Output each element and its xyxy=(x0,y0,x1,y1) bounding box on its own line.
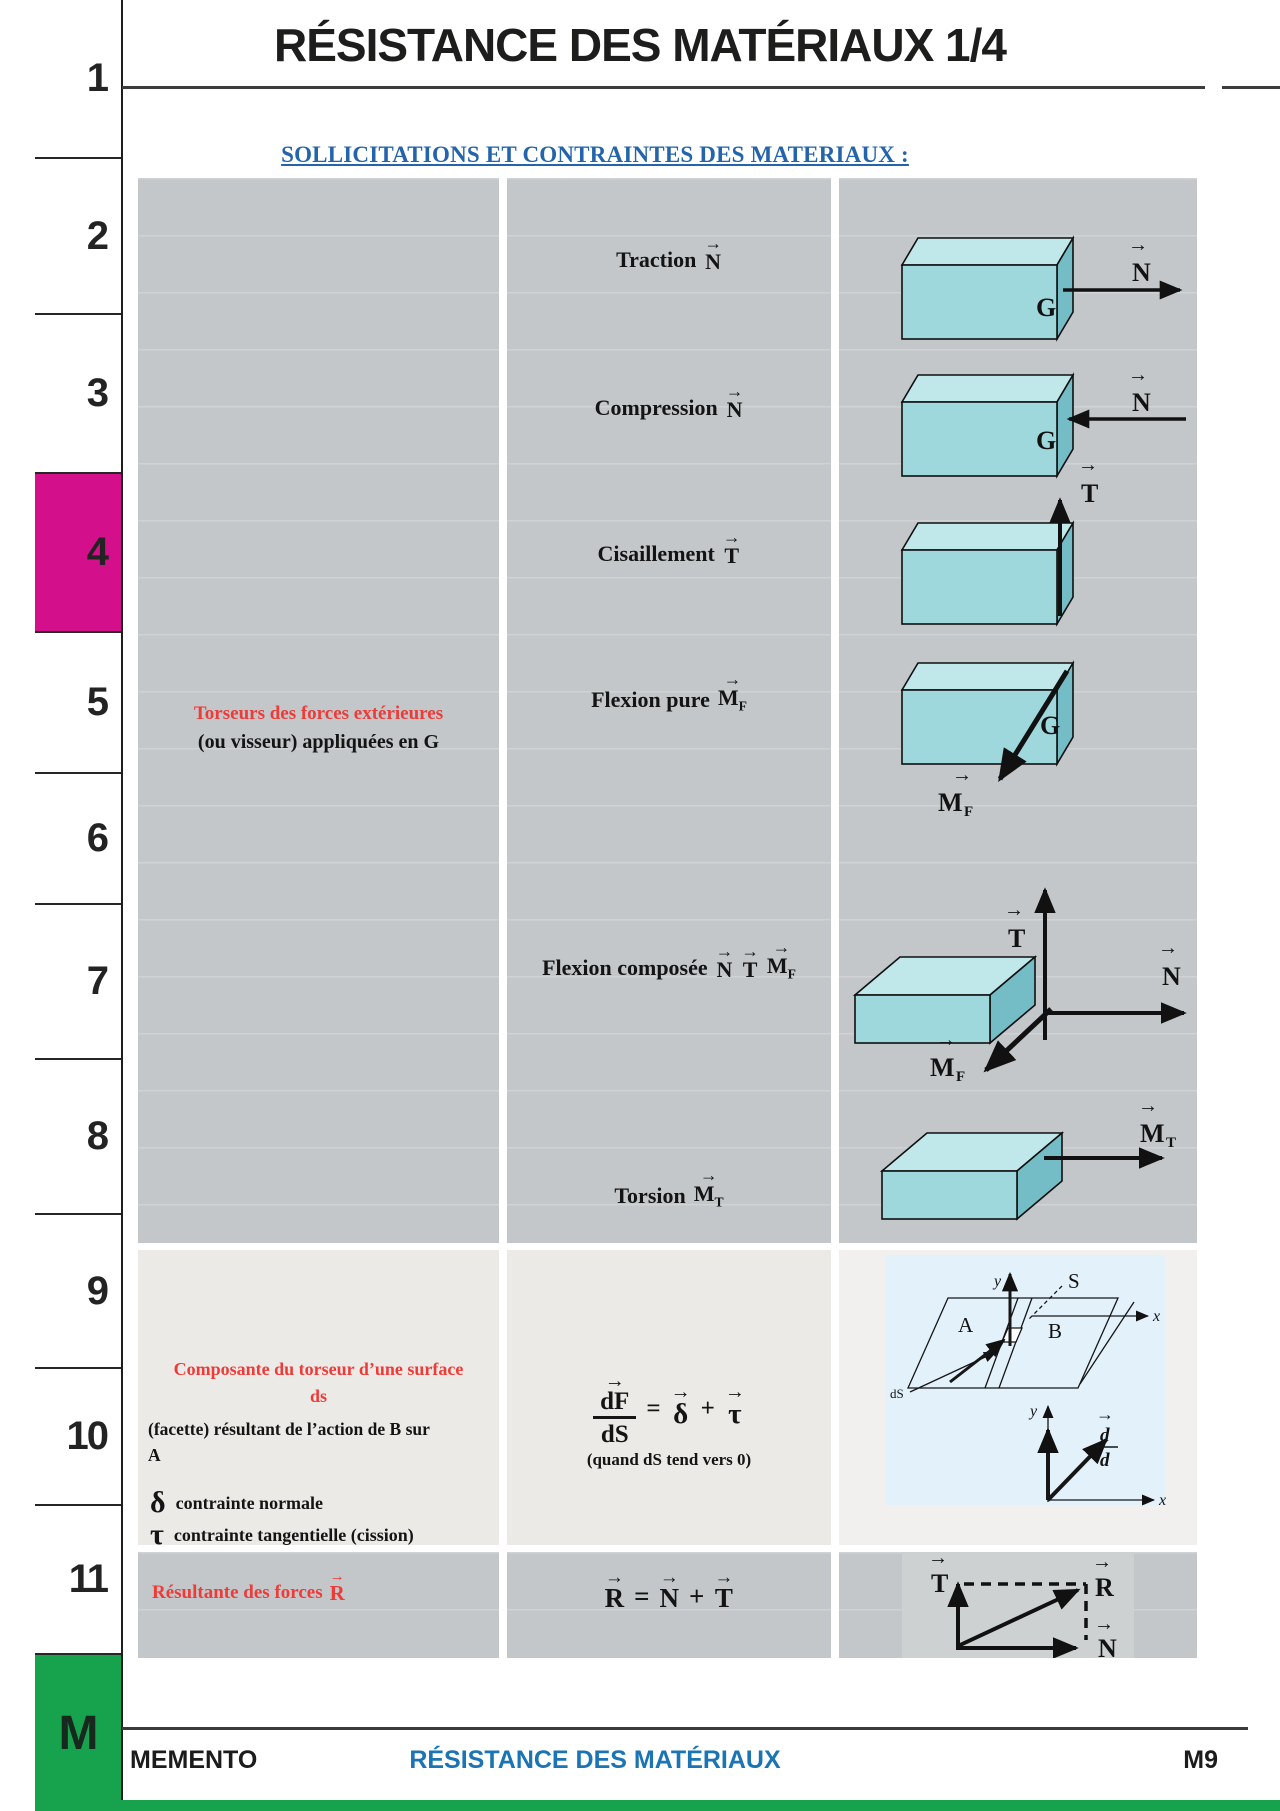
title-rule xyxy=(122,86,1205,89)
point-g-label: G xyxy=(1040,711,1061,740)
delta-vector: → δ xyxy=(670,1381,691,1430)
diagram-cisaillement xyxy=(902,454,1098,624)
row-label-flexion-composee xyxy=(507,937,831,982)
row-label-traction xyxy=(507,233,831,274)
tab-label: M xyxy=(58,1706,99,1760)
normal-force-label: N xyxy=(1132,388,1151,417)
row-name: Flexion composée xyxy=(542,954,708,980)
facette-diagram xyxy=(839,1250,1197,1545)
shear-force-label: T xyxy=(1008,924,1026,953)
resultant-force-label: R xyxy=(1095,1573,1114,1602)
tab-label: 7 xyxy=(86,959,107,1003)
stress-formula-cell xyxy=(507,1250,831,1545)
stress-left-cell xyxy=(138,1250,499,1551)
sidebar-tab-8[interactable] xyxy=(35,1060,122,1215)
normal-force-label: N xyxy=(1132,258,1151,287)
stress-facette-text: (facette) résultant de l’action de B sur A xyxy=(148,1419,430,1465)
sidebar-tab-1[interactable] xyxy=(35,0,122,159)
vector-arrow-icon: → xyxy=(1004,899,1024,921)
tab-label: 10 xyxy=(66,1414,107,1458)
tab-label: 8 xyxy=(86,1114,107,1158)
footer-page-number: M9 xyxy=(1183,1746,1218,1774)
resultant-diagram xyxy=(839,1552,1197,1658)
tau-vector: → τ xyxy=(724,1381,745,1430)
solid-b-label: B xyxy=(1048,1319,1063,1343)
tab-label: 4 xyxy=(86,530,107,574)
row-label-compression xyxy=(507,381,831,422)
footer-doc-title: RÉSISTANCE DES MATÉRIAUX xyxy=(409,1746,781,1774)
bending-moment-sub: F xyxy=(964,804,974,820)
bending-moment-label: M xyxy=(938,788,963,817)
sidebar-tab-3[interactable] xyxy=(35,315,122,474)
vector-arrow-icon: → xyxy=(741,941,759,962)
vector-arrow-icon: → xyxy=(604,1567,624,1588)
page-title: RÉSISTANCE DES MATÉRIAUX 1/4 xyxy=(274,19,1006,71)
vector-symbol: → N xyxy=(725,381,744,422)
resultant-note: Résultante des forces → R xyxy=(152,1568,345,1606)
d-vector-label: d xyxy=(1100,1425,1110,1446)
torsor-note-red: Torseurs des forces extérieures xyxy=(193,703,444,724)
d-vector-label: d xyxy=(1100,1450,1110,1471)
delta-definition: δ contrainte normale xyxy=(150,1486,324,1519)
tab-label: 9 xyxy=(86,1268,107,1313)
row-name: Torsion xyxy=(614,1182,686,1208)
tab-label: 2 xyxy=(86,213,107,258)
vector-arrow-icon: → xyxy=(659,1567,679,1588)
vector-symbol: → N xyxy=(715,941,734,982)
vector-arrow-icon: → xyxy=(725,381,744,401)
load-diagrams xyxy=(839,178,1197,1243)
x-axis-label: x xyxy=(1159,1492,1167,1509)
vector-arrow-icon: → xyxy=(928,1552,948,1569)
stress-formula: → dF dS = → δ + → τ xyxy=(507,1368,831,1449)
vector-symbol: → T xyxy=(741,941,759,982)
vector-arrow-icon: → xyxy=(952,764,972,786)
row-label-cisaillement xyxy=(507,527,831,568)
sidebar-tab-5[interactable] xyxy=(35,633,122,774)
facette-panel xyxy=(885,1255,1165,1505)
footer-rule xyxy=(122,1727,1248,1730)
vector-arrow-icon: → xyxy=(699,1165,718,1185)
bottom-green-bar xyxy=(106,1800,1280,1811)
vector-symbol: → N xyxy=(704,233,722,274)
row-name: Flexion pure xyxy=(591,686,710,712)
plane-s-label: S xyxy=(1068,1269,1080,1293)
vector-arrow-icon: → xyxy=(936,1029,956,1051)
vector-arrow-icon: → xyxy=(714,1567,734,1588)
sidebar-tab-9[interactable] xyxy=(35,1215,122,1369)
vector-arrow-icon: → xyxy=(704,233,722,253)
vector-arrow-icon: → xyxy=(1128,364,1148,386)
row-label-torsion xyxy=(507,1165,831,1209)
vector-symbol: → R xyxy=(329,1568,345,1606)
resultant-formula-cell xyxy=(507,1552,831,1658)
row-name: Cisaillement xyxy=(597,540,715,566)
vector-arrow-icon: → xyxy=(1138,1095,1158,1117)
ds-label: dS xyxy=(890,1386,904,1401)
vector-arrow-icon: → xyxy=(604,1370,625,1392)
vector-arrow-icon: → xyxy=(1128,234,1148,256)
vector-arrow-icon: → xyxy=(1078,454,1098,476)
vector-arrow-icon: → xyxy=(1158,937,1178,959)
vector-arrow-icon: → xyxy=(722,527,741,547)
diagram-traction xyxy=(902,234,1180,339)
tab-label: 3 xyxy=(86,371,107,415)
vector-symbol: → $M_T$ xyxy=(693,1165,724,1209)
normal-force-label: N xyxy=(1162,962,1181,991)
sidebar-divider-line xyxy=(121,0,123,1811)
title-rule-end xyxy=(1222,86,1280,89)
torsor-note-black: (ou visseur) appliquées en G xyxy=(197,731,440,753)
sidebar-tab-4-active[interactable] xyxy=(35,474,122,633)
tau-definition: τ contrainte tangentielle (cission) xyxy=(150,1518,414,1551)
vector-arrow-icon: → xyxy=(329,1568,345,1585)
row-label-flexion-pure xyxy=(507,669,831,713)
delta-symbol: δ xyxy=(150,1486,166,1519)
resultant-left-cell xyxy=(138,1552,499,1658)
diagram-flexion-composee xyxy=(855,890,1184,1085)
torsor-note-cell xyxy=(138,178,499,1243)
vector-symbol: → $M_F$ xyxy=(766,937,796,981)
vector-symbol: → T xyxy=(722,527,741,568)
row-name: Traction xyxy=(616,246,697,272)
sidebar-tab-m[interactable] xyxy=(35,1655,122,1811)
tab-label: 11 xyxy=(68,1557,107,1601)
y-axis-label: y xyxy=(1030,1403,1038,1420)
solid-a-label: A xyxy=(958,1313,974,1337)
load-labels-cell xyxy=(507,178,831,1243)
tab-label: 5 xyxy=(86,680,107,724)
diagram-torsion xyxy=(882,1095,1176,1219)
vector-symbol: → $M_F$ xyxy=(717,669,747,713)
row-name: Compression xyxy=(594,394,718,420)
shear-force-label: T xyxy=(931,1569,949,1598)
bending-moment-label: M xyxy=(930,1053,955,1082)
stress-note: (quand dS tend vers 0) xyxy=(586,1450,752,1469)
vector-arrow-icon: → xyxy=(1094,1613,1114,1635)
tau-symbol: τ xyxy=(150,1518,164,1551)
resultant-formula: → R = → N + → T xyxy=(604,1567,734,1614)
vector-arrow-icon: → xyxy=(1096,1404,1114,1424)
vector-symbol: → T xyxy=(714,1567,734,1614)
vector-symbol: → N xyxy=(659,1567,679,1614)
torsion-moment-sub: T xyxy=(1166,1135,1177,1151)
point-g-label: G xyxy=(1036,293,1057,322)
y-axis-label: y xyxy=(994,1273,1002,1290)
point-g-label: G xyxy=(1036,426,1057,455)
stress-title-red: Composante du torseur d’une surface ds xyxy=(173,1359,464,1406)
torsor-note xyxy=(138,700,499,756)
vector-arrow-icon: → xyxy=(724,1381,745,1403)
sidebar-tab-6[interactable] xyxy=(35,774,122,905)
vector-arrow-icon: → xyxy=(1092,1552,1112,1573)
diagram-compression xyxy=(902,364,1186,476)
fraction: → dF dS xyxy=(593,1368,636,1449)
sidebar-tab-7[interactable] xyxy=(35,905,122,1060)
sidebar-tab-10[interactable] xyxy=(35,1369,122,1506)
vector-arrow-icon: → xyxy=(772,937,791,957)
tab-label: 6 xyxy=(86,816,107,860)
vector-arrow-icon: → xyxy=(723,669,742,689)
shear-force-label: T xyxy=(1081,479,1099,508)
sidebar-tab-11[interactable] xyxy=(35,1506,122,1655)
section-heading: SOLLICITATIONS ET CONTRAINTES DES MATERIAUX : xyxy=(281,142,909,167)
torsion-moment-label: M xyxy=(1140,1119,1165,1148)
normal-force-label: N xyxy=(1098,1634,1117,1658)
sidebar-tab-2[interactable] xyxy=(35,159,122,315)
vector-symbol: → R xyxy=(604,1567,625,1614)
diagram-flexion-pure xyxy=(902,663,1073,820)
x-axis-label: x xyxy=(1153,1308,1161,1325)
vector-arrow-icon: → xyxy=(670,1381,691,1403)
tab-label: 1 xyxy=(86,56,107,100)
vector-arrow-icon: → xyxy=(715,941,734,962)
bending-moment-sub: F xyxy=(956,1069,966,1085)
footer-memento: MEMENTO xyxy=(130,1746,258,1774)
